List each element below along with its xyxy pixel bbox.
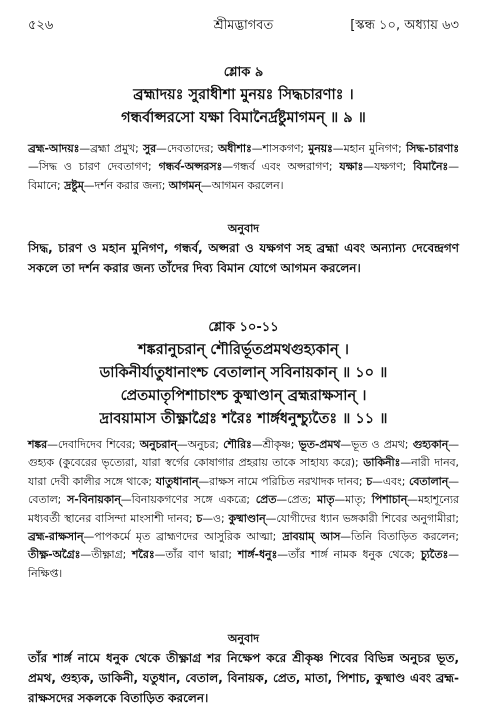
synonym-meaning: —সিদ্ধ ও চারণ দেবতাগণ; (28, 160, 159, 174)
synonym-term: বিমানৈঃ (413, 160, 449, 174)
sloka-9-translation-heading: অনুবাদ (227, 222, 260, 235)
synonym-term: যক্ষাঃ (339, 160, 364, 174)
synonym-meaning: —মাতৃ; (334, 493, 372, 507)
synonym-term: আগমন্ (168, 178, 201, 192)
synonym-term: গন্ধর্ব-অপ্সরসঃ (158, 160, 223, 174)
synonym-term: মুনয়ঃ (308, 142, 333, 155)
synonym-meaning: —শ্রীকৃষ্ণ; (251, 438, 299, 451)
synonym-term: পিশাচান্ (371, 493, 408, 507)
synonym-meaning: —নিক্ষিপ্ত। (28, 548, 459, 580)
sloka-9-label: শ্লোক ৯ (223, 65, 264, 80)
synonym-meaning: —গুহ্যক (কুবেরের ভৃত্যেরা, যারা স্বর্গের কোষাগার প্রহরায় তাকে সাহায্য করে); (28, 438, 459, 470)
sloka-10-11-translation: তাঁর শার্ঙ্গ নামে ধনুক থেকে তীক্ষ্ণাগ্র শর নিক্ষেপ করে শ্রীকৃষ্ণ শিবের বিভিন্ন অনুচর ভূত, প্রমথ, গুহ্যক, ডাকিনী, যতুধান, বেতাল, বিনায়ক, প্রেত, মাতা, পিশাচ, কুষ্মাণ্ড এবং ব্রহ্ম-রাক্ষসদের সকলকে বিতাড়িত করলেন। (28, 651, 459, 705)
synonym-term: সুর (142, 142, 157, 155)
synonym-meaning: —শাসকগণ; (251, 142, 309, 155)
synonym-meaning: —বিমানে; (28, 160, 459, 192)
synonym-term: শঙ্কর (28, 438, 48, 451)
synonym-term: চ (196, 511, 203, 525)
synonym-meaning: —যক্ষগণ; (363, 160, 414, 174)
synonym-term: ব্রহ্ম-আদয়ঃ (28, 142, 80, 155)
synonym-meaning: —তাঁর শার্ঙ্গ নামক ধনুক থেকে; (277, 548, 421, 562)
synonym-meaning: —নারী দানব, যারা দেবী কালীর সঙ্গে থাকে; (28, 456, 459, 488)
synonym-term: চ্যুতৈঃ (420, 548, 449, 562)
synonym-meaning: —দর্শন করার জন্য; (83, 178, 169, 192)
synonym-term: চ (366, 474, 373, 488)
synonym-meaning: —পাপকর্মে মৃত ব্রাহ্মণদের আসুরিক আত্মা; (83, 530, 283, 544)
synonym-term: গুহ্যকান্ (412, 438, 449, 451)
chapter-reference: [স্কন্ধ ১০, অধ্যায় ৬৩ (350, 18, 459, 33)
synonym-meaning: —ভূত ও প্রমথ; (340, 438, 413, 451)
verse-line: প্রেতমাতৃপিশাচাংশ্চ কুষ্মাণ্ডান্ ব্রহ্মরাক্ষসান্ । (120, 388, 367, 404)
synonym-meaning: —এবং; (372, 474, 409, 488)
synonym-term: বেতালান্ (408, 474, 449, 488)
sloka-10-11-verse (28, 339, 459, 431)
verse-line: ব্রহ্মাদয়ঃ সুরাধীশা মুনয়ঃ সিদ্ধচারণাঃ । (133, 87, 354, 103)
synonym-meaning: —বেতাল; (28, 474, 459, 507)
synonym-meaning: —মহাশূন্যের মধ্যবর্তী স্থানের বাসিন্দা মাংসাশী দানব; (28, 493, 459, 525)
synonym-meaning: —রাক্ষস নামে পরিচিত নরখাদক দানব; (198, 474, 367, 488)
synonym-meaning: —বিনায়কগণের সঙ্গে একত্রে; (120, 493, 256, 507)
synonym-term: শার্ঙ্গ-ধনুঃ (237, 548, 278, 562)
verse-line: গন্ধর্বাপ্সরসো যক্ষা বিমানৈর্দ্রষ্টুমাগমন্ ॥ ৯ ॥ (121, 110, 366, 126)
synonym-meaning: —আগমন করলেন। (200, 178, 284, 192)
sloka-9-word-meanings (28, 140, 459, 195)
sloka-10-11-word-meanings (28, 436, 459, 583)
sloka-9-translation: সিদ্ধ, চারণ ও মহান মুনিগণ, গন্ধর্ব, অপ্সরা ও যক্ষগণ সহ ব্রহ্মা এবং অন্যান্য দেবেন্দ্রগণ সকলে তা দর্শন করার জন্য তাঁদের দিব্য বিমান যোগে আগমন করলেন। (28, 241, 459, 275)
synonym-meaning: —দেবতাদের; (156, 142, 218, 155)
verse-line: শঙ্করানুচরান্ শৌরির্ভূতপ্রমথগুহ্যকান্ । (138, 342, 349, 358)
synonym-meaning: —ব্রহ্মা প্রমুখ; (79, 142, 143, 155)
verse-line: দ্রাবয়ামাস তীক্ষ্ণাগ্রৈঃ শরৈঃ শার্ঙ্গধনুশ্চ্যুতৈঃ ॥ ১১ ॥ (99, 411, 388, 427)
synonym-term: ভূত-প্রমথ (298, 438, 341, 451)
synonym-term: তীক্ষ্ণ-অগ্রৈঃ (28, 548, 81, 562)
synonym-term: স-বিনায়কান্ (67, 493, 121, 507)
synonym-term: অধীশাঃ (217, 142, 252, 155)
verse-line: ডাকিনীর্যাতুধানাংশ্চ বেতালান্ সবিনায়কান্ ॥ ১০ ॥ (99, 365, 388, 381)
synonym-term: যাতুধানান্ (155, 474, 199, 488)
sloka-9-verse (28, 84, 459, 130)
synonym-term: শরৈঃ (132, 548, 155, 562)
synonym-term: সিদ্ধ-চারণাঃ (406, 142, 459, 155)
synonym-term: মাতৃ (317, 493, 335, 507)
synonym-term: ডাকিনীঃ (363, 456, 401, 470)
synonym-term: দ্রাবয়াম্ আস (282, 530, 341, 544)
synonym-term: ব্রহ্ম-রাক্ষসান্ (28, 530, 84, 544)
synonym-meaning: —যোগীদের ধ্যান ভঙ্গকারী শিবের অনুগামীরা; (265, 511, 459, 525)
page-header (28, 16, 459, 36)
synonym-meaning: —গন্ধর্ব এবং অপ্সরাগণ; (222, 160, 340, 174)
sloka-10-11-translation-heading: অনুবাদ (227, 632, 260, 645)
synonym-meaning: —তাঁর বাণ দ্বারা; (154, 548, 238, 562)
synonym-meaning: —অনুচর; (176, 438, 224, 451)
synonym-term: শৌরিঃ (223, 438, 252, 451)
synonym-meaning: —তীক্ষ্ণাগ্র; (80, 548, 132, 562)
synonym-meaning: —তিনি বিতাড়িত করলেন; (340, 530, 459, 544)
synonym-meaning: —মহান মুনিগণ; (332, 142, 407, 155)
synonym-term: কুষ্মাণ্ডান্ (228, 511, 266, 525)
synonym-term: প্রেত (255, 493, 277, 507)
sloka-10-11-label: শ্লোক ১০-১১ (208, 320, 279, 335)
book-title: শ্রীমদ্ভাগবত (213, 18, 274, 33)
synonym-meaning: —দেবাদিদেব শিবের; (47, 438, 140, 451)
synonym-meaning: —ও; (202, 511, 229, 525)
synonym-term: দ্রষ্টুম্ (64, 178, 84, 192)
page-number: ৫২৬ (28, 18, 54, 33)
synonym-term: অনুচরান্ (139, 438, 177, 451)
synonym-meaning: —প্রেত; (276, 493, 318, 507)
